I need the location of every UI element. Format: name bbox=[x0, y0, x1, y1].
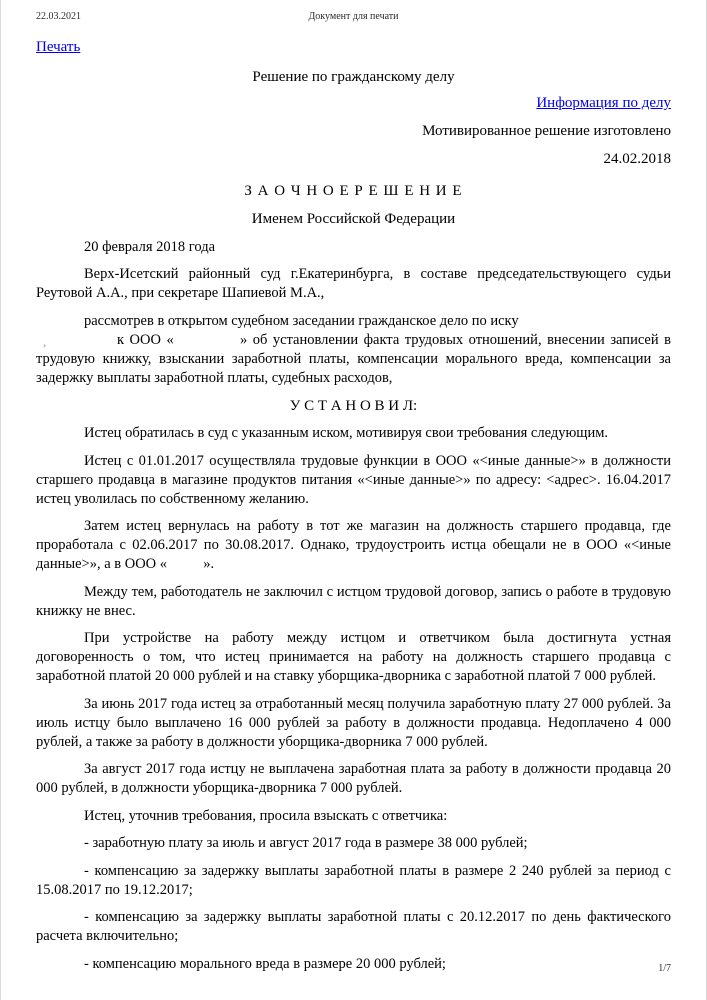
decision-title: З А О Ч Н О Е Р Е Ш Е Н И Е bbox=[244, 183, 463, 199]
claim-item: - компенсацию морального вреда в размере 20 000 рублей; bbox=[84, 955, 446, 972]
court-composition-paragraph: Верх-Исетский районный суд г.Екатеринбурга, в составе председательствующего судьи Реутовой А.А., при секретаре Шапиевой М.А., bbox=[36, 266, 671, 301]
claim-text: к ООО « » об установлении факта трудовых отношений, внесении записей в трудовую книжку, взыскании заработной платы, компенсации морального вреда, компенсации за задержку выплаты заработной платы, судебных расходов, bbox=[36, 331, 671, 386]
claim-item: - компенсацию за задержку выплаты заработной платы с 20.12.2017 по день фактического расчета включительно; bbox=[36, 909, 671, 944]
print-link[interactable]: Печать bbox=[36, 39, 81, 55]
body-paragraph: При устройстве на работу между истцом и ответчиком была достигнута устная договоренность о том, что истец принимается на работу на должность старшего продавца с заработной платой 20 000 рублей и на ставку уборщика-дворника с заработной платой 7 000 рублей. bbox=[36, 630, 671, 684]
case-info-link[interactable]: Информация по делу bbox=[536, 95, 671, 111]
page-number: 1/7 bbox=[658, 963, 671, 974]
claim-item: - компенсацию за задержку выплаты заработной платы в размере 2 240 рублей за период с 15.08.2017 по 19.12.2017; bbox=[36, 862, 671, 898]
print-header-title: Документ для печати bbox=[308, 11, 399, 22]
body-paragraph: За июнь 2017 года истец за отработанный месяц получила заработную плату 27 000 рублей. За июль истцу было выплачено 16 000 рублей за работу в должности продавца. Недоплачено 4 000 рублей, а также за работу в должности уборщика-дворника 7 000 рублей. bbox=[36, 695, 671, 750]
print-link-row bbox=[36, 38, 671, 57]
body-paragraph: За август 2017 года истцу не выплачена заработная плата за работу в должности продавца 20 000 рублей, в должности уборщика-дворника 7 000 рублей. bbox=[36, 761, 671, 796]
print-chrome-header bbox=[36, 11, 671, 24]
body-paragraph: Истец, уточнив требования, просила взыскать с ответчика: bbox=[84, 807, 448, 824]
motivated-decision-date: 24.02.2018 bbox=[603, 151, 671, 167]
document-type-title: Решение по гражданскому делу bbox=[252, 69, 455, 85]
claim-paragraph bbox=[36, 331, 671, 388]
ustanovil-heading: У С Т А Н О В И Л: bbox=[289, 397, 418, 414]
body-paragraph: Истец обратилась в суд с указанным иском, мотивируя свои требования следующим. bbox=[84, 425, 609, 441]
decision-date-line: 20 февраля 2018 года bbox=[84, 238, 216, 255]
claim-item: - заработную плату за июль и август 2017 года в размере 38 000 рублей; bbox=[84, 835, 528, 851]
motivated-decision-note: Мотивированное решение изготовлено bbox=[422, 123, 671, 139]
body-paragraph: Затем истец вернулась на работу в тот же магазин на должность старшего продавца, где проработала с 02.06.2017 по 30.08.2017. Однако, трудоустроить истца обещали не в ООО «<иные данные>», а в ООО « ». bbox=[36, 518, 671, 572]
body-paragraph: Между тем, работодатель не заключил с истцом трудовой договор, запись о работе в трудовую книжку не внес. bbox=[36, 583, 671, 619]
case-info-link-row bbox=[36, 94, 671, 113]
print-date: 22.03.2021 bbox=[36, 11, 81, 22]
considered-line: рассмотрев в открытом судебном заседании гражданское дело по иску bbox=[84, 312, 519, 329]
body-paragraph: Истец с 01.01.2017 осуществляла трудовые функции в ООО «<иные данные>» в должности старшего продавца в магазине продуктов питания «<иные данные>» по адресу: <адрес>. 16.04.2017 истец уволилась по собственному желанию. bbox=[36, 452, 671, 507]
decision-subtitle: Именем Российской Федерации bbox=[251, 211, 456, 227]
redacted-plaintiff-mark: , bbox=[43, 333, 47, 349]
